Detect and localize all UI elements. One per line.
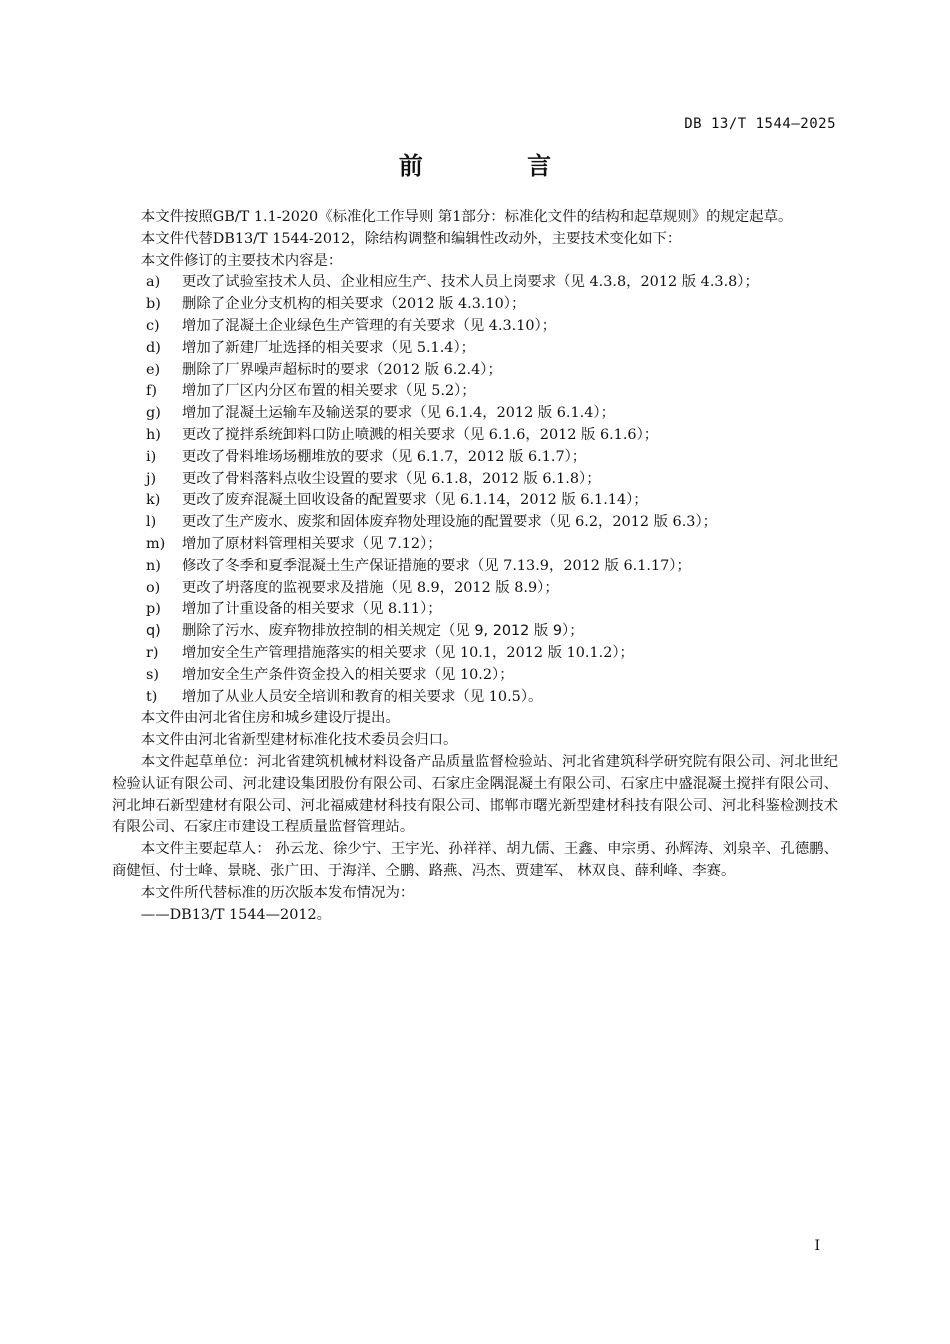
list-item: q) 删除了污水、废弃物排放控制的相关规定（见 9, 2012 版 9）；: [146, 623, 584, 640]
list-item: k) 更改了废弃混凝土回收设备的配置要求（见 6.1.14，2012 版 6.1.14）；: [146, 492, 648, 509]
list-item: m) 增加了原材料管理相关要求（见 7.12）；: [146, 535, 442, 552]
list-item: c) 增加了混凝土企业绿色生产管理的有关要求（见 4.3.10）；: [146, 317, 557, 334]
list-item: g) 增加了混凝土运输车及输送泵的要求（见 6.1.4，2012 版 6.1.4）；: [146, 405, 615, 422]
paragraph-previous-version: ——DB13/T 1544—2012。: [140, 906, 332, 923]
list-item: h) 更改了搅拌系统卸料口防止喷溅的相关要求（见 6.1.6，2012 版 6.1.6）；: [146, 426, 659, 443]
page-title: 前 言: [398, 152, 600, 180]
paragraph-revision-intro: 本文件修订的主要技术内容是：: [140, 252, 343, 269]
paragraph-proposer: 本文件由河北省住房和城乡建设厅提出。: [140, 710, 400, 727]
list-item: j) 更改了骨料落料点收尘设置的要求（见 6.1.8，2012 版 6.1.8）；: [146, 470, 601, 487]
list-item: s) 增加安全生产条件资金投入的相关要求（见 10.2）；: [146, 666, 514, 683]
list-item: l) 更改了生产废水、废浆和固体废弃物处理设施的配置要求（见 6.2，2012 版 6.3）；: [146, 514, 718, 531]
list-item: r) 增加安全生产管理措施落实的相关要求（见 10.1，2012 版 10.1.2）；: [146, 644, 634, 661]
list-item: p) 增加了计重设备的相关要求（见 8.11）；: [146, 601, 442, 618]
paragraph-committee: 本文件由河北省新型建材标准化技术委员会归口。: [140, 732, 458, 749]
paragraph-drafting-rule: 本文件按照GB/T 1.1-2020《标准化工作导则 第1部分：标准化文件的结构和起草规则》的规定起草。: [140, 209, 793, 225]
list-item: t) 增加了从业人员安全培训和教育的相关要求（见 10.5）。: [146, 688, 543, 705]
document-code: DB 13/T 1544—2025: [684, 116, 836, 132]
paragraph-drafters: 本文件主要起草人： 孙云龙、徐少宁、王宇光、孙祥祥、胡九儒、王鑫、申宗勇、孙辉涛、刘泉辛、孔德鹏、商健恒、付士峰、景晓、张广田、于海洋、仝鹏、路燕、冯杰、贾建军、 林双良、薛利峰、李赛。: [112, 841, 838, 879]
list-item: e) 删除了厂界噪声超标时的要求（2012 版 6.2.4）；: [146, 361, 502, 378]
paragraph-version-history: 本文件所代替标准的历次版本发布情况为：: [140, 884, 415, 901]
list-item: b) 删除了企业分支机构的相关要求（2012 版 4.3.10）；: [146, 296, 526, 313]
paragraph-replacement: 本文件代替DB13/T 1544-2012，除结构调整和编辑性改动外，主要技术变化如下：: [140, 230, 682, 247]
list-item: o) 更改了坍落度的监视要求及措施（见 8.9，2012 版 8.9）；: [146, 579, 559, 596]
paragraph-drafting-units: 本文件起草单位：河北省建筑机械材料设备产品质量监督检验站、河北省建筑科学研究院有限公司、河北世纪检验认证有限公司、河北建设集团股份有限公司、石家庄金隅混凝土有限公司、石家庄中盛混凝土搅拌有限公司、河北坤石新型建材有限公司、河北福威建材科技有限公司、邯郸市曙光新型建材科技有限公司、河北科鉴检测技术有限公司、石家庄市建设工程质量监督管理站。: [112, 753, 838, 836]
list-item: n) 修改了冬季和夏季混凝土生产保证措施的要求（见 7.13.9，2012 版 6.1.17）；: [146, 557, 691, 574]
document-body: [112, 207, 838, 926]
changes-list: [112, 272, 838, 708]
page-number: I: [814, 1238, 820, 1254]
list-item: i) 更改了骨料堆场场棚堆放的要求（见 6.1.7，2012 版 6.1.7）；: [146, 448, 587, 465]
list-item: f) 增加了厂区内分区布置的相关要求（见 5.2）；: [146, 383, 476, 400]
list-item: a) 更改了试验室技术人员、企业相应生产、技术人员上岗要求（见 4.3.8，2012 版 4.3.8）；: [146, 274, 759, 291]
list-item: d) 增加了新建厂址选择的相关要求（见 5.1.4）；: [146, 339, 476, 356]
